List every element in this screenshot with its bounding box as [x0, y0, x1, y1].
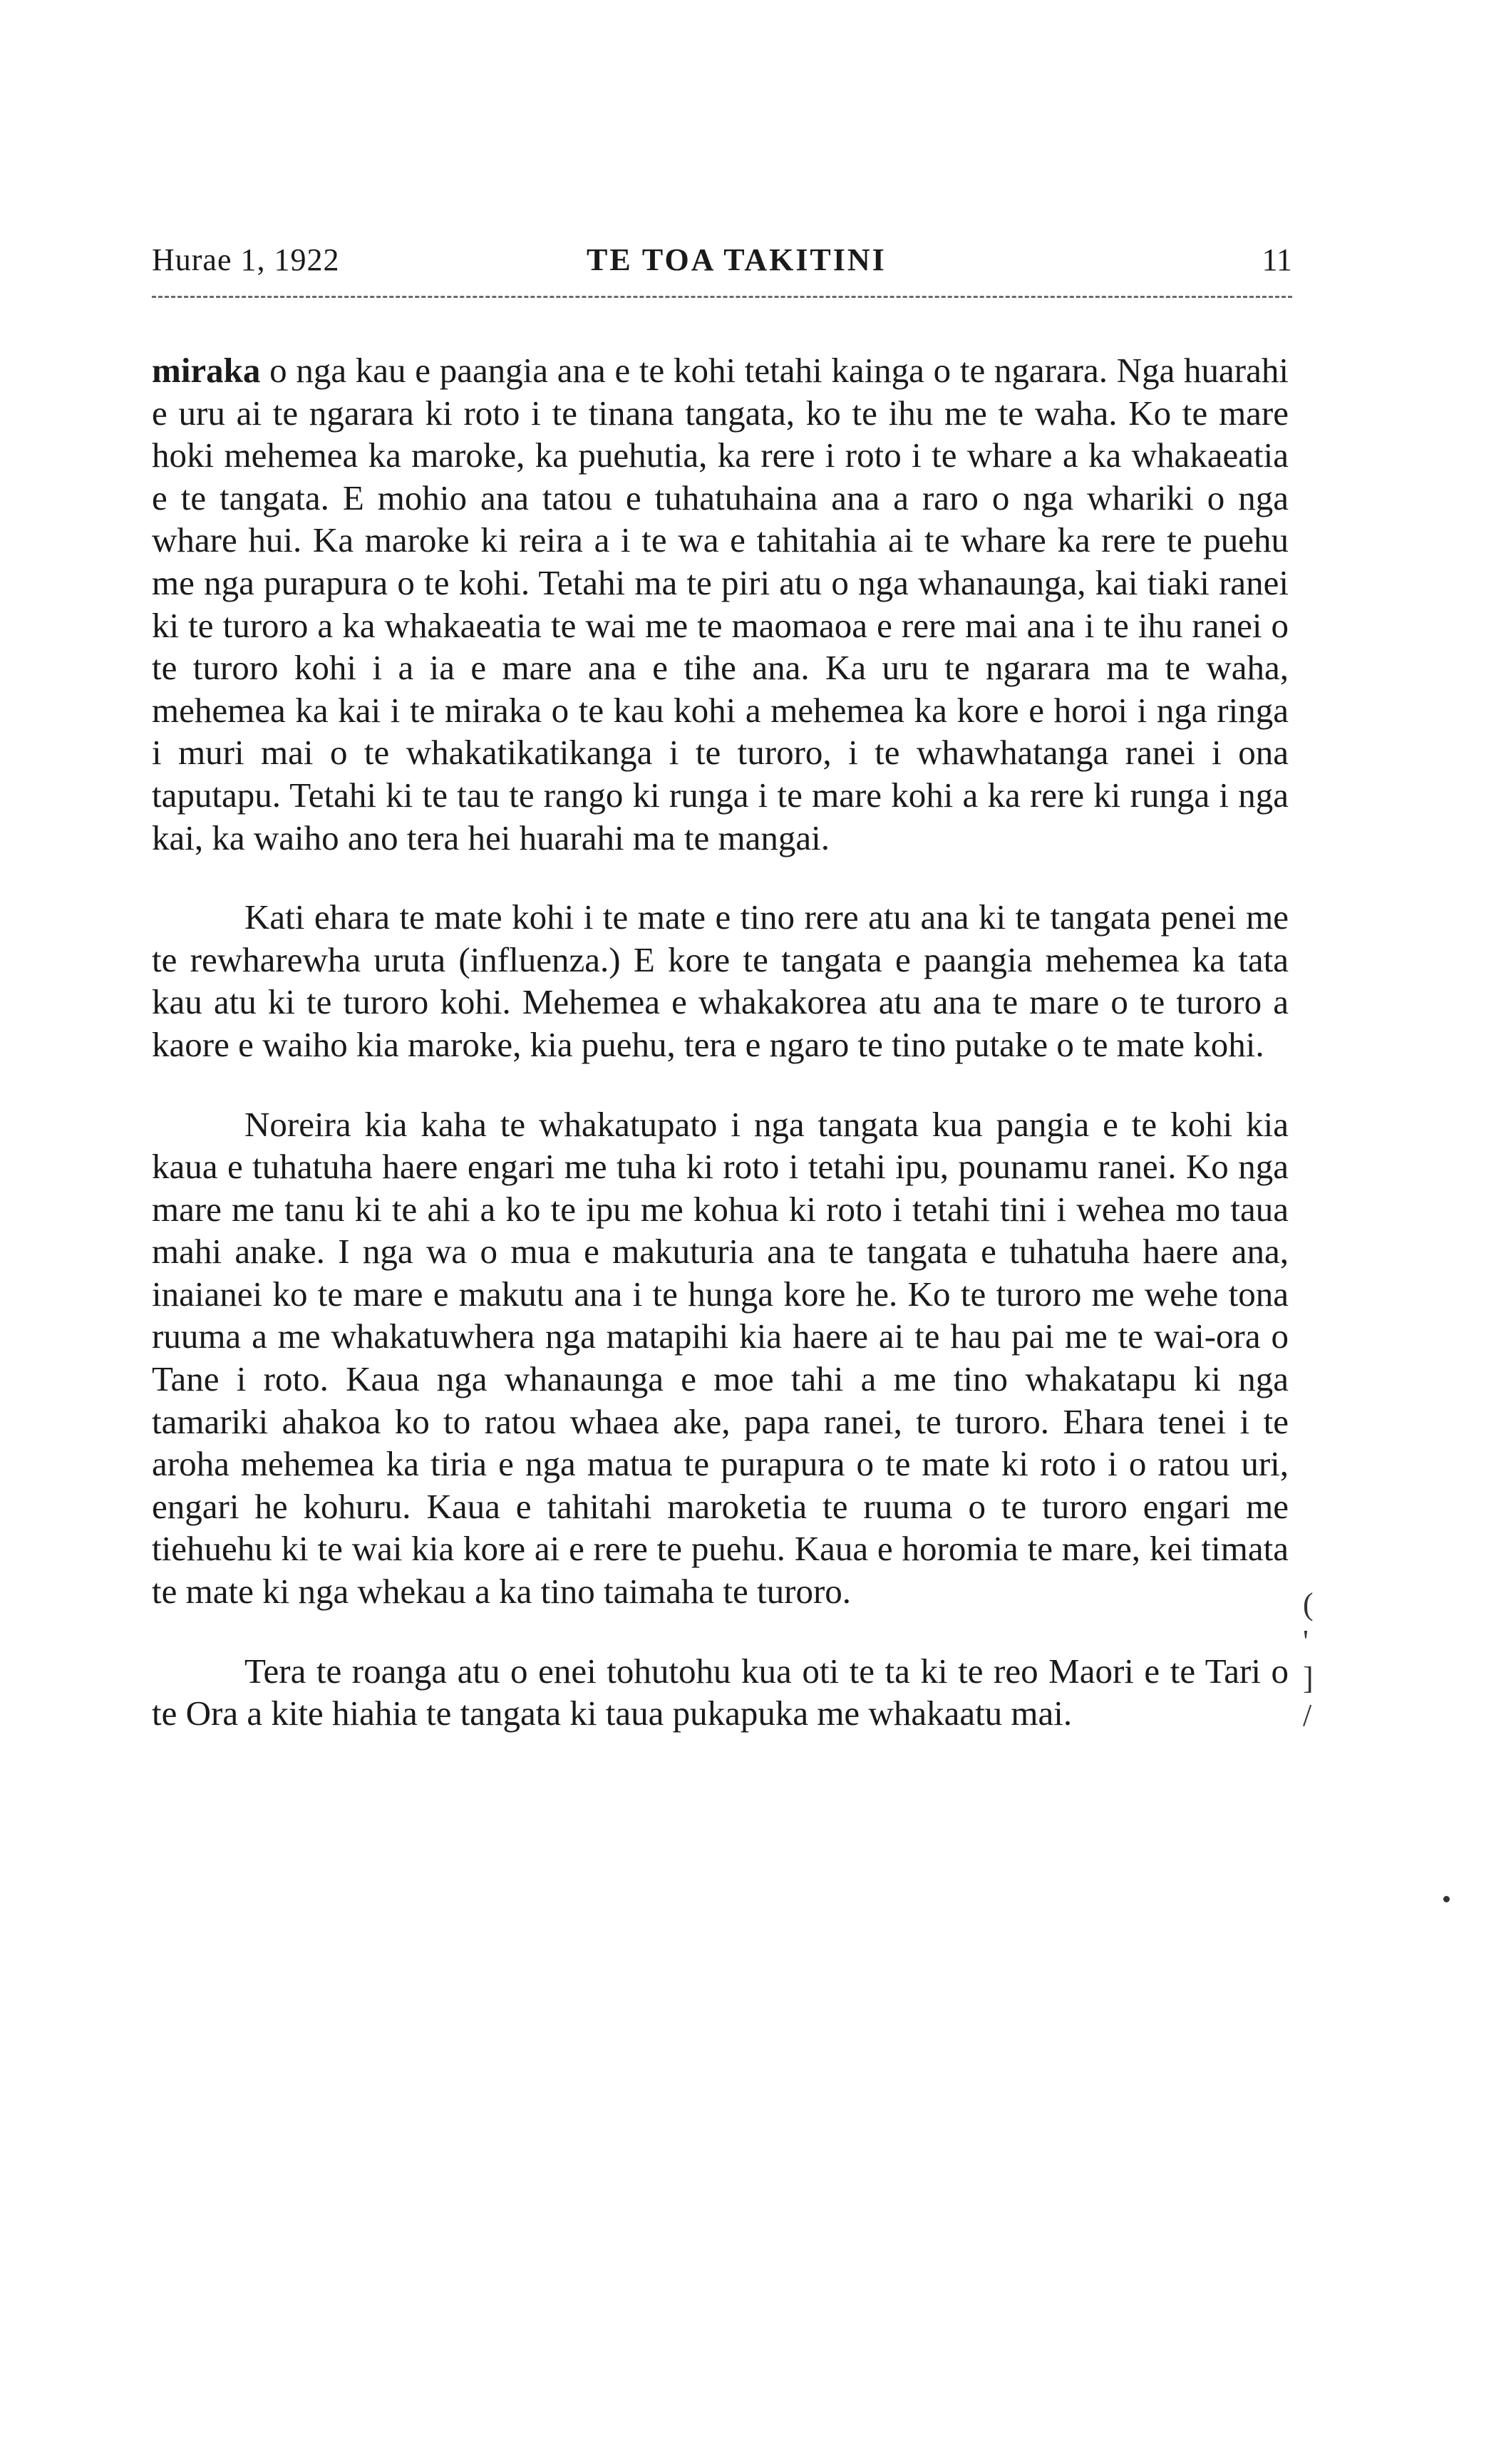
body-text — [152, 349, 1289, 1735]
paragraph-2 — [152, 896, 1289, 1066]
page-number: 11 — [1262, 242, 1292, 277]
margin-marks — [1303, 1586, 1331, 1734]
paragraph-1-lead-word: miraka — [152, 351, 261, 390]
running-header — [152, 239, 1292, 296]
margin-dot — [1443, 1896, 1450, 1902]
paragraph-3 — [152, 1103, 1289, 1613]
paragraph-4-text: Tera te roanga atu o enei tohutohu kua oti te ta ki te reo Maori e te Tari o te Ora a kite hiahia te tangata ki taua pukapuka me whakaatu mai. — [152, 1651, 1289, 1733]
paragraph-1-text: o nga kau e paangia ana e te kohi tetahi kainga o te ngarara. Nga huarahi e uru ai te ngarara ki roto i te tinana tangata, ko te ihu me te waha. Ko te mare hoki mehemea ka maroke, ka puehutia, ka rere i roto i te whare a ka whakaeatia e te tangata. E mohio ana tatou e tuhatuhaina ana a raro o nga whariki o nga whare hui. Ka maroke ki reira a i te wa e tahitahia ai te whare ka rere te puehu me nga purapura o te kohi. Tetahi ma te piri atu o nga whanaunga, kai tiaki ranei ki te turoro a ka whakaeatia te wai me te maomaoa e rere mai ana i te ihu ranei o te turoro kohi i a ia e mare ana e tihe ana. Ka uru te ngarara ma te waha, mehemea ka kai i te miraka o te kau kohi a mehemea ka kore e horoi i nga ringa i muri mai o te whakatikatikanga i te turoro, i te whawhatanga ranei i ona taputapu. Tetahi ki te tau te rango ki runga i te mare kohi a ka rere ki runga i nga kai, ka waiho ano tera hei huarahi ma te mangai. — [152, 351, 1289, 857]
header-rule — [152, 296, 1292, 298]
paragraph-1 — [152, 349, 1289, 859]
margin-mark: / — [1303, 1698, 1312, 1733]
header-date: Hurae 1, 1922 — [152, 242, 340, 277]
header-title: TE TOA TAKITINI — [587, 242, 887, 277]
paragraph-2-text: Kati ehara te mate kohi i te mate e tino rere atu ana ki te tangata penei me te rewharewha uruta (influenza.) E kore te tangata e paangia mehemea ka tata kau atu ki te turoro kohi. Mehemea e whakakorea atu ana te mare o te turoro a kaore e waiho kia maroke, kia puehu, tera e ngaro te tino putake o te mate kohi. — [152, 897, 1289, 1064]
paragraph-3-text: Noreira kia kaha te whakatupato i nga tangata kua pangia e te kohi kia kaua e tuhatuha haere engari me tuha ki roto i tetahi ipu, pounamu ranei. Ko nga mare me tanu ki te ahi a ko te ipu me kohua ki roto i tetahi tini i wehea mo taua mahi anake. I nga wa o mua e makuturia ana te tangata e tuhatuha haere ana, inaianei ko te mare e makutu ana i te hunga kore he. Ko te turoro me wehe tona ruuma a me whakatuwhera nga matapihi kia haere ai te hau pai me te wai-ora o Tane i roto. Kaua nga whanaunga e moe tahi a me tino whakatapu ki nga tamariki ahakoa ko to ratou whaea ake, papa ranei, te turoro. Ehara tenei i te aroha mehemea ka tiria e nga matua te purapura o te mate ki roto i o ratou uri, engari he kohuru. Kaua e tahitahi maroketia te ruuma o te turoro engari me tiehuehu ki te wai kia kore ai e rere te puehu. Kaua e horomia te mare, kei timata te mate ki nga whekau a ka tino taimaha te turoro. — [152, 1104, 1289, 1612]
margin-mark: ] — [1303, 1661, 1314, 1696]
paragraph-4 — [152, 1650, 1289, 1735]
margin-mark: ( — [1303, 1587, 1314, 1622]
margin-mark: ' — [1303, 1624, 1309, 1659]
